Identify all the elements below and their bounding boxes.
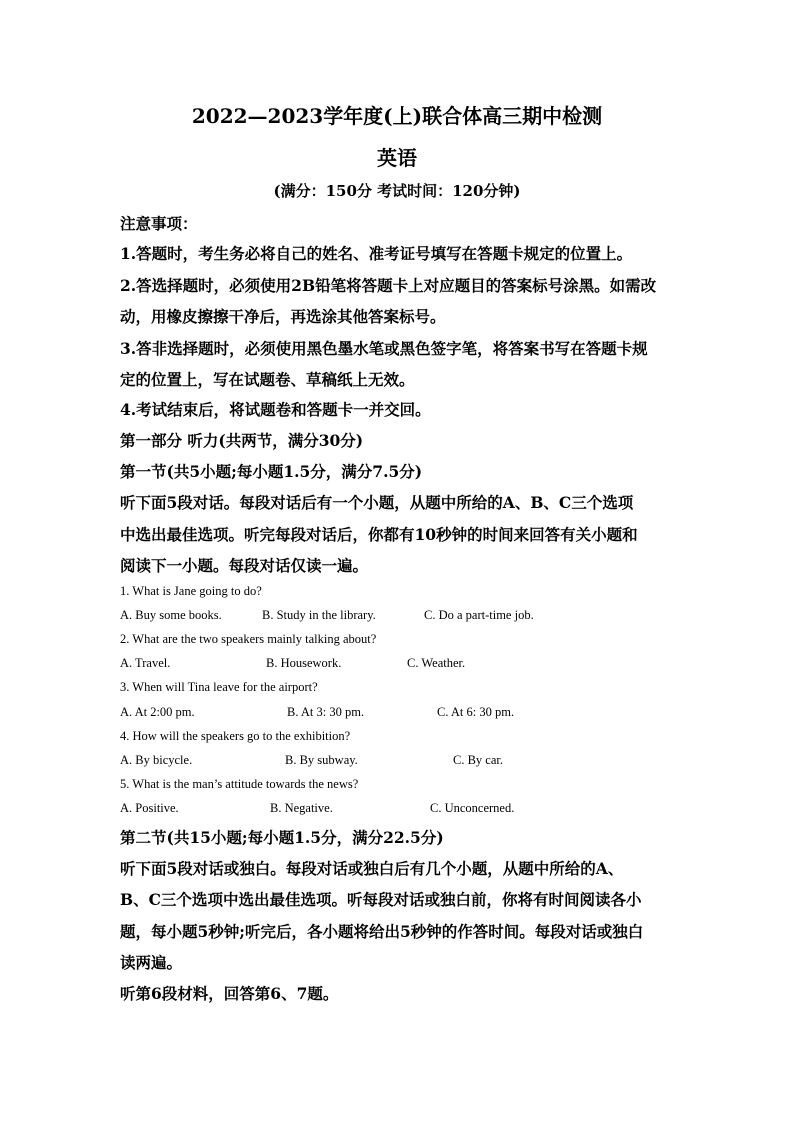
notice-heading: 注意事项： [120,214,198,233]
section2-heading: 第二节(共15小题;每小题1.5分，满分22.5分) [120,828,444,847]
section1-instructions: 中选出最佳选项。听完每段对话后，你都有10秒钟的时间来回答有关小题和 [120,525,638,544]
notice-line: 1.答题时，考生务必将自己的姓名、准考证号填写在答题卡规定的位置上。 [120,244,633,263]
option-b: B. Negative. [270,801,333,815]
section2-instructions: 题，每小题5秒钟;听完后，各小题将给出5秒钟的作答时间。每段对话或独白 [120,922,644,941]
material-note: 听第6段材料，回答第6、7题。 [120,984,339,1003]
option-a: A. At 2:00 pm. [120,705,195,719]
section2-instructions: B、C三个选项中选出最佳选项。听每段对话或独白前，你将有时间阅读各小 [120,890,642,909]
option-c: C. Weather. [407,656,466,670]
notice-line: 2.答选择题时，必须使用2B铅笔将答题卡上对应题目的答案标号涂黑。如需改 [120,276,657,295]
option-a: A. Travel. [120,656,171,670]
exam-title: 2022—2023学年度(上)联合体高三期中检测 [191,104,603,128]
question-stem: 1. What is Jane going to do? [120,584,262,598]
question-stem: 2. What are the two speakers mainly talking about? [120,632,377,646]
exam-subject: 英语 [377,146,417,170]
exam-info: (满分：150分 考试时间：120分钟) [273,182,521,200]
notice-line: 定的位置上，写在试题卷、草稿纸上无效。 [120,370,415,389]
notice-line: 3.答非选择题时，必须使用黑色墨水笔或黑色签字笔，将答案书写在答题卡规 [120,339,648,358]
notice-line: 4.考试结束后，将试题卷和答题卡一并交回。 [120,400,431,419]
option-b: B. By subway. [285,753,358,767]
question-stem: 5. What is the man’s attitude towards the news? [120,777,359,791]
section1-heading: 第一节(共5小题;每小题1.5分，满分7.5分) [120,462,423,481]
section1-instructions: 阅读下一小题。每段对话仅读一遍。 [120,556,369,575]
notice-line: 动，用橡皮擦擦干净后，再选涂其他答案标号。 [120,307,446,326]
option-c: C. Do a part-time job. [424,608,534,622]
question-stem: 3. When will Tina leave for the airport? [120,680,318,694]
part1-heading: 第一部分 听力(共两节，满分30分) [120,431,364,450]
option-a: A. By bicycle. [120,753,193,767]
option-b: B. Housework. [266,656,342,670]
question-stem: 4. How will the speakers go to the exhibition? [120,729,351,743]
section1-instructions: 听下面5段对话。每段对话后有一个小题，从题中所给的A、B、C三个选项 [120,493,634,512]
option-a: A. Positive. [120,801,179,815]
option-a: A. Buy some books. [120,608,222,622]
section2-instructions: 听下面5段对话或独白。每段对话或独白后有几个小题，从题中所给的A、 [120,859,624,878]
option-b: B. At 3: 30 pm. [287,705,365,719]
option-c: C. Unconcerned. [430,801,515,815]
option-c: C. At 6: 30 pm. [437,705,515,719]
option-c: C. By car. [453,753,503,767]
option-b: B. Study in the library. [262,608,376,622]
section2-instructions: 读两遍。 [120,953,183,972]
